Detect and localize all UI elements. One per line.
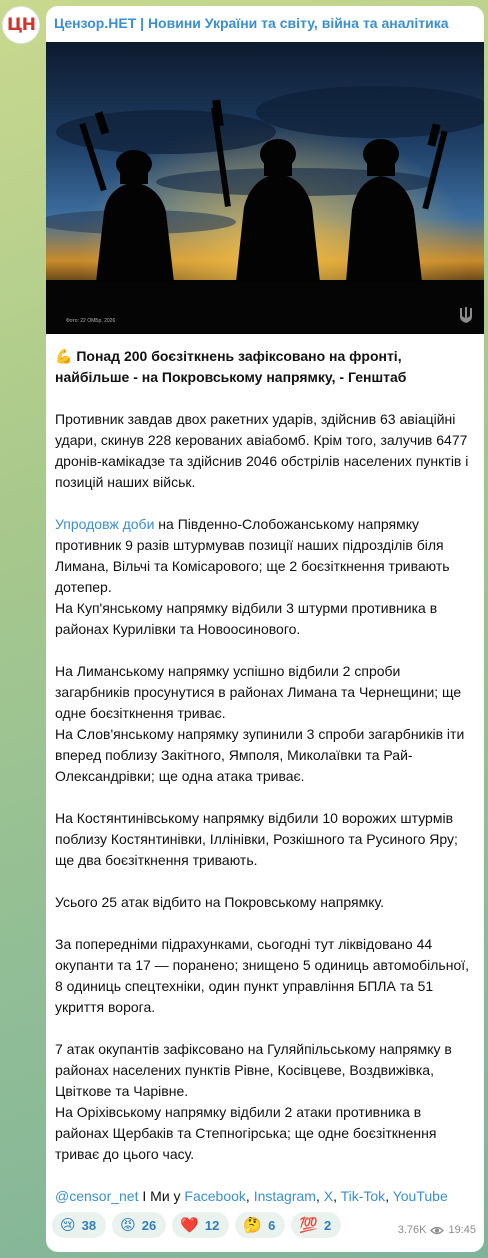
paragraph-south-slobozhansky-text: на Південно-Слобожанському напрямку противник 9 разів штурмував позиції наших підрозділів біля Лимана, Вільчі та Комісарового; ще 2 боєзіткнення тривають дотепер. <box>55 516 450 595</box>
link-youtube[interactable]: YouTube <box>392 1188 448 1204</box>
reaction-count: 26 <box>141 1217 157 1233</box>
thinking-face-icon: 🤔 <box>243 1216 263 1234</box>
message-bubble <box>46 6 484 1252</box>
post-photo[interactable] <box>46 42 484 334</box>
crying-face-icon: 😢 <box>60 1216 76 1234</box>
paragraph-kostiantynivka: На Костянтинівському напрямку відбили 10 ворожих штурмів поблизу Костянтинівки, Іллінівки, Розкішного та Русиного Яру; ще два боєзіткнення тривають. <box>55 810 458 868</box>
separator: , <box>245 1188 254 1204</box>
social-links-text: І Ми у <box>138 1188 185 1204</box>
paragraph-pokrovsk: Усього 25 атак відбито на Покровському напрямку. <box>55 894 384 910</box>
heart-icon: ❤️ <box>180 1216 199 1234</box>
reaction-count: 12 <box>204 1217 220 1233</box>
message-time: 19:45 <box>448 1224 476 1236</box>
paragraph-orikhiv: На Оріхівському напрямку відбили 2 атаки противника в районах Щербаків та Степногірська; ще одне боєзіткнення триває до цього часу. <box>55 1104 437 1162</box>
reactions-bar <box>52 1212 341 1238</box>
paragraph-lyman <box>55 661 477 787</box>
channel-title[interactable]: Цензор.НЕТ | Новини України та світу, війна та аналітика <box>54 15 449 31</box>
paragraph-huliaipole-text: 7 атак окупантів зафіксовано на Гуляйпільському напрямку в районах населених пунктів Рівне, Косівцеве, Воздвижівка, Цвіткове та Чарівне. <box>55 1041 452 1099</box>
photo-illustration <box>46 42 484 334</box>
view-count: 3.76K <box>397 1224 427 1236</box>
paragraph-huliaipole <box>55 1039 477 1165</box>
reaction-count: 38 <box>81 1217 97 1233</box>
hundred-points-icon: 💯 <box>299 1216 318 1234</box>
photo-credit: Фото: 22 ОМБр, 2026 <box>66 318 116 324</box>
headline-text: Понад 200 боєзіткнень зафіксовано на фронті, найбільше - на Покровському напрямку, - Генштаб <box>55 348 407 385</box>
flexed-biceps-icon: 💪 <box>55 348 73 364</box>
paragraph-losses: За попередніми підрахунками, сьогодні тут ліквідовано 44 окупанти та 17 — поранено; знищено 5 одиниць автомобільної, 8 одиниць спецтехніки, один пункт управління БПЛА та 51 укриття ворога. <box>55 936 470 1015</box>
paragraph-sloviansk: На Слов'янському напрямку зупинили 3 спроби загарбників іти вперед поблизу Закітного, Ямполя, Миколаївки та Рай-Олександрівки; ще одна атака триває. <box>55 726 465 784</box>
separator: , <box>315 1188 324 1204</box>
link-facebook[interactable]: Facebook <box>184 1188 246 1204</box>
reaction-crying[interactable] <box>52 1212 106 1238</box>
separator: , <box>385 1188 393 1204</box>
reaction-count: 6 <box>268 1217 276 1233</box>
link-x[interactable]: X <box>323 1188 334 1204</box>
trident-icon <box>459 306 473 324</box>
post-headline <box>55 346 477 388</box>
channel-avatar[interactable] <box>2 6 40 44</box>
link-instagram[interactable]: Instagram <box>253 1188 316 1204</box>
reaction-count: 2 <box>323 1217 332 1233</box>
link-tiktok[interactable]: Tik-Tok <box>340 1188 386 1204</box>
angry-face-icon: 😡 <box>120 1216 136 1234</box>
message-meta <box>398 1224 476 1236</box>
eye-icon <box>430 1226 444 1235</box>
link-censor-net[interactable]: @censor_net <box>55 1188 139 1204</box>
link-during-day[interactable]: Упродовж доби <box>55 516 155 532</box>
separator: , <box>333 1188 341 1204</box>
reaction-hundred[interactable] <box>291 1212 341 1238</box>
reaction-thinking[interactable] <box>235 1212 285 1238</box>
reaction-heart[interactable] <box>172 1212 229 1238</box>
reaction-angry[interactable] <box>112 1212 166 1238</box>
post-text <box>55 346 477 1207</box>
paragraph-kupiansk: На Куп'янському напрямку відбили 3 штурми противника в районах Курилівки та Новоосинового. <box>55 600 438 637</box>
avatar-text: ЦН <box>7 15 35 35</box>
paragraph-lyman-text: На Лиманському напрямку успішно відбили 2 спроби загарбників просунутися в районах Лимана та Чернещини; ще одне боєзіткнення триває. <box>55 663 462 721</box>
paragraph-south-slobozhansky <box>55 514 477 640</box>
paragraph-strikes: Противник завдав двох ракетних ударів, здійснив 63 авіаційні удари, скинув 228 керованих авіабомб. Крім того, залучив 6477 дронів-камікадзе та здійснив 2046 обстрілів населених пунктів і позицій наших військ. <box>55 411 469 490</box>
social-links <box>55 1186 477 1207</box>
